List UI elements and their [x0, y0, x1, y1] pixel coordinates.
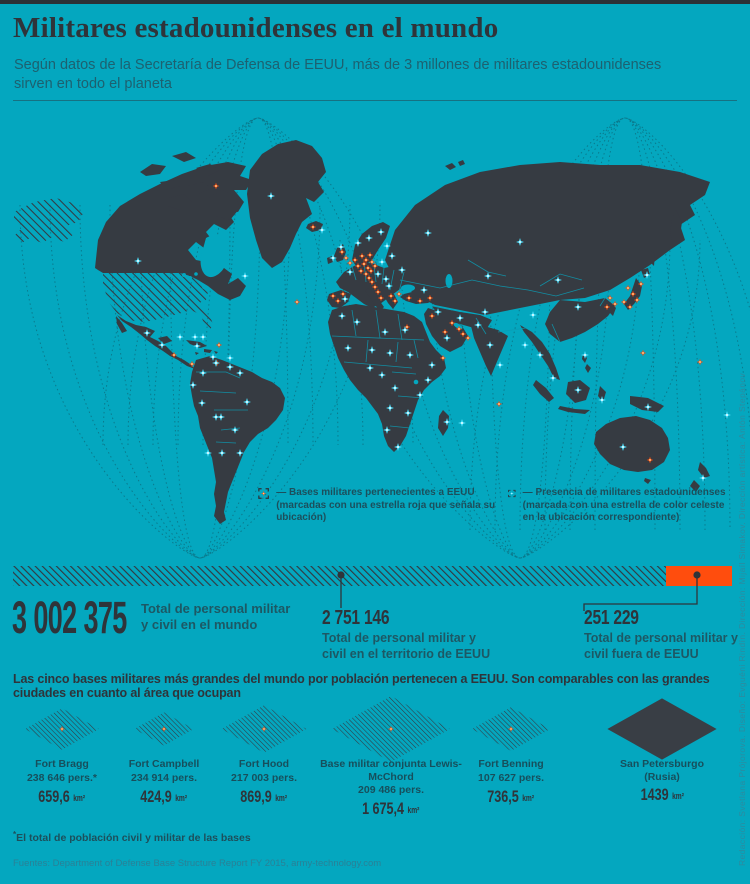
page-subtitle: Según datos de la Secretaría de Defensa de EEUU, más de 3 millones de militares estadounidenses sirven en todo el planeta [14, 57, 662, 93]
land-australia [594, 416, 670, 484]
presence-marker [529, 311, 537, 319]
page-title: Militares estadounidenses en el mundo [13, 12, 499, 44]
sources-line: Fuentes: Department of Defense Base Structure Report FY 2015, army-technology.com [13, 858, 382, 869]
area-unit: km² [73, 792, 86, 803]
footnote-asterisk: * [13, 830, 17, 839]
base-name: San Petersburgo (Rusia) [619, 758, 705, 783]
header-divider [13, 100, 737, 101]
base-area: 659,6 km² [38, 786, 86, 806]
base-name: Fort Benning [478, 758, 544, 770]
us-base-marker [294, 299, 300, 305]
base-area: 424,9 km² [140, 786, 188, 806]
total-abroad-value: 251 229 [584, 607, 639, 629]
bases-section-heading: Las cinco bases militares más grandes del mundo por población pertenecen a EEUU. Son comparables con las grandes ciudades en cuanto al área que ocupan [13, 672, 710, 700]
land-china [545, 298, 615, 342]
marker-dot-us [337, 571, 344, 578]
footnote-text: El total de población civil y militar de las bases [16, 832, 251, 844]
presence-marker [458, 419, 466, 427]
base-name: Fort Bragg [35, 758, 89, 770]
total-in-us-value: 2 751 146 [322, 607, 390, 629]
base-population: 209 486 pers. [358, 784, 424, 796]
land-alaska [14, 198, 84, 244]
red-star-bracket-icon [258, 487, 269, 500]
base-area: 869,9 km² [240, 786, 288, 806]
presence-marker [199, 333, 207, 341]
area-unit: km² [175, 792, 188, 803]
legend-us-bases [258, 487, 510, 525]
base-area: 1439 km² [640, 785, 684, 804]
landmasses [95, 140, 710, 524]
presence-marker [378, 258, 386, 266]
area-unit: km² [275, 792, 288, 803]
area-unit: km² [407, 805, 420, 815]
base-name: Fort Hood [238, 758, 290, 770]
legend-presence-line2: (marcada con una estrella de color celeste en la ubicación correspondiente) [522, 499, 725, 523]
land-mexico-centroamerica [116, 315, 195, 369]
presence-marker [176, 333, 184, 341]
total-world-label: Total de personal militar y civil en el mundo [141, 601, 291, 632]
diamond-city [607, 698, 716, 759]
base-area: 736,5 km² [487, 786, 535, 806]
total-world-value: 3 002 375 [12, 592, 127, 643]
us-base-marker [697, 359, 703, 365]
credits-vertical: Redacción: Svetlana Prójorova. Diseño: Evguéni Rindín. Dirección: Mijaíl Simakov. Dirección artística: Antón Stepánov [737, 372, 747, 866]
base-area: 1 675,4 km² [362, 799, 420, 818]
total-in-us-label: Total de personal militar y civil en el territorio de EEUU [322, 631, 491, 661]
us-base-marker [496, 401, 502, 407]
base-name: Base militar conjunta Lewis-McChord [320, 758, 462, 783]
base-population: 217 003 pers. [231, 771, 297, 784]
base-label [570, 758, 750, 805]
base-population: 234 914 pers. [131, 771, 197, 784]
us-base-marker [640, 350, 646, 356]
presence-marker [723, 411, 731, 419]
presence-marker [226, 354, 234, 362]
footnote [13, 830, 251, 844]
us-base-marker [347, 260, 353, 266]
great-lake [194, 272, 198, 276]
land-russia-siberia [385, 162, 710, 315]
great-lake [188, 276, 192, 280]
bar-total-hatched [13, 566, 732, 586]
black-sea [401, 285, 415, 292]
legend-presence-line1: — Presencia de militares estadounidenses [522, 487, 726, 498]
legend-us-presence [508, 487, 736, 525]
land-svalbard [445, 160, 465, 170]
cyan-star-bracket-icon [508, 487, 516, 500]
presence-marker [241, 272, 249, 280]
presence-marker [496, 361, 504, 369]
legend-bases-line2: (marcadas con una estrella roja que señala su ubicación) [276, 499, 496, 523]
great-lake [182, 273, 186, 277]
presence-marker [581, 351, 589, 359]
land-greenland [247, 140, 326, 268]
land-indonesia [533, 380, 664, 414]
top-accent-strip [0, 0, 750, 4]
base-population: 107 627 pers. [478, 771, 544, 784]
area-unit: km² [522, 792, 535, 803]
us-base-marker [625, 285, 631, 291]
base-name: Fort Campbell [128, 758, 200, 770]
land-india [470, 322, 508, 376]
legend-bases-line1: — Bases militares pertenecientes a EEUU [276, 487, 475, 498]
presence-marker [521, 341, 529, 349]
total-abroad-label: Total de personal militar y civil fuera de EEUU [584, 631, 738, 661]
land-caribbean [186, 340, 218, 355]
marker-dot-abroad [693, 571, 700, 578]
us-base-marker [216, 342, 222, 348]
lake-victoria [414, 380, 419, 385]
presence-marker [191, 333, 199, 341]
base-population: 238 646 pers.* [26, 771, 98, 784]
land-philippines [582, 354, 591, 373]
area-unit: km² [671, 791, 684, 801]
